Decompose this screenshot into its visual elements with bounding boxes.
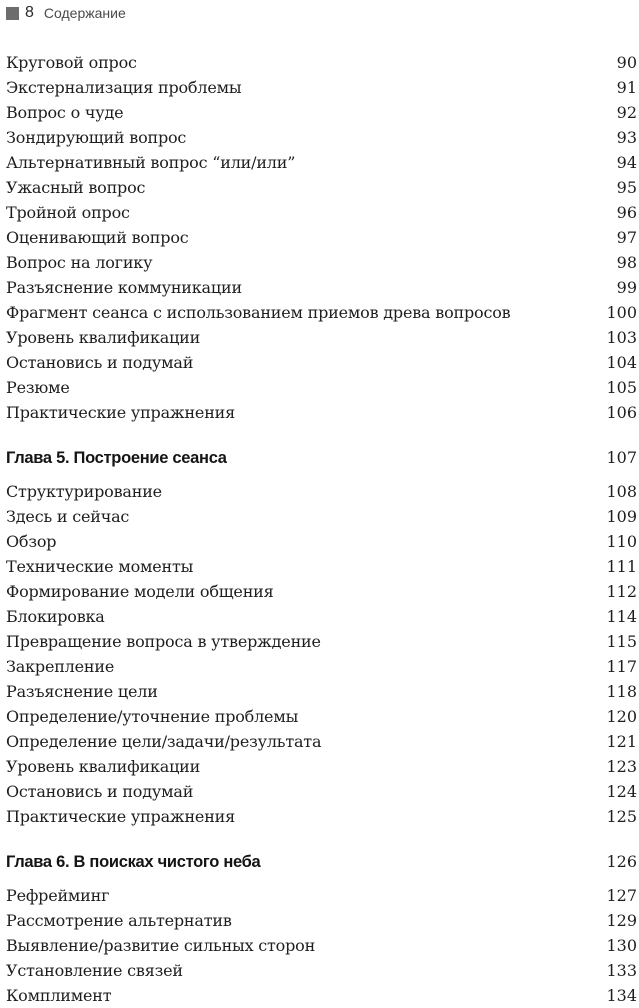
running-header bbox=[6, 2, 126, 24]
toc-entry bbox=[6, 225, 637, 250]
toc-entry bbox=[6, 125, 637, 150]
entry-page: 114 bbox=[606, 607, 637, 626]
entry-title: Определение цели/задачи/результата bbox=[6, 732, 322, 751]
entry-title: Установление связей bbox=[6, 961, 183, 980]
toc-entry bbox=[6, 679, 637, 704]
entry-page: 104 bbox=[606, 353, 637, 372]
toc-entry bbox=[6, 554, 637, 579]
chapter-heading bbox=[6, 445, 637, 470]
entry-page: 124 bbox=[606, 782, 637, 801]
toc-entry bbox=[6, 375, 637, 400]
entry-title: Превращение вопроса в утверждение bbox=[6, 632, 321, 651]
entry-title: Практические упражнения bbox=[6, 403, 236, 422]
entry-page: 117 bbox=[606, 657, 637, 676]
toc-entry bbox=[6, 529, 637, 554]
entry-page: 112 bbox=[606, 582, 637, 601]
toc-entry bbox=[6, 958, 637, 983]
entry-page: 133 bbox=[606, 961, 637, 980]
entry-page: 105 bbox=[606, 378, 637, 397]
toc-entry bbox=[6, 275, 637, 300]
toc-entry bbox=[6, 754, 637, 779]
entry-page: 100 bbox=[606, 303, 637, 322]
entry-title: Вопрос о чуде bbox=[6, 103, 124, 122]
header-marker-icon bbox=[6, 7, 19, 20]
toc-entry bbox=[6, 100, 637, 125]
entry-title: Фрагмент сеанса с использованием приемов древа вопросов bbox=[6, 303, 511, 322]
entry-page: 120 bbox=[606, 707, 637, 726]
entry-title: Практические упражнения bbox=[6, 807, 236, 826]
entry-title: Рассмотрение альтернатив bbox=[6, 911, 232, 930]
toc-entry bbox=[6, 400, 637, 425]
entry-page: 97 bbox=[616, 228, 637, 247]
entry-title: Разъяснение коммуникации bbox=[6, 278, 242, 297]
toc-entry bbox=[6, 629, 637, 654]
entry-title: Резюме bbox=[6, 378, 70, 397]
toc-entry bbox=[6, 250, 637, 275]
entry-page: 121 bbox=[606, 732, 637, 751]
entry-page: 94 bbox=[616, 153, 637, 172]
entry-page: 90 bbox=[616, 53, 637, 72]
header-title: Содержание bbox=[43, 5, 126, 21]
entry-page: 99 bbox=[616, 278, 637, 297]
chapter-page: 126 bbox=[606, 852, 637, 871]
entry-page: 92 bbox=[616, 103, 637, 122]
chapter-page: 107 bbox=[606, 448, 637, 467]
entry-title: Зондирующий вопрос bbox=[6, 128, 187, 147]
entry-page: 110 bbox=[606, 532, 637, 551]
header-page-number: 8 bbox=[25, 4, 34, 21]
entry-title: Структурирование bbox=[6, 482, 162, 501]
entry-title: Разъяснение цели bbox=[6, 682, 158, 701]
toc-entry bbox=[6, 729, 637, 754]
toc-entry bbox=[6, 75, 637, 100]
chapter-heading bbox=[6, 849, 637, 874]
entry-title: Ужасный вопрос bbox=[6, 178, 146, 197]
toc-entry bbox=[6, 479, 637, 504]
toc-entry bbox=[6, 150, 637, 175]
chapter-title: Глава 5. Построение сеанса bbox=[6, 449, 227, 467]
toc-entry bbox=[6, 933, 637, 958]
entry-page: 98 bbox=[616, 253, 637, 272]
entry-title: Технические моменты bbox=[6, 557, 194, 576]
toc-entry bbox=[6, 604, 637, 629]
entry-title: Выявление/развитие сильных сторон bbox=[6, 936, 316, 955]
entry-title: Комплимент bbox=[6, 986, 112, 1005]
entry-page: 95 bbox=[616, 178, 637, 197]
entry-page: 115 bbox=[606, 632, 637, 651]
toc-entry bbox=[6, 654, 637, 679]
entry-page: 93 bbox=[616, 128, 637, 147]
toc-entry bbox=[6, 504, 637, 529]
entry-title: Закрепление bbox=[6, 657, 115, 676]
entry-title: Здесь и сейчас bbox=[6, 507, 130, 526]
toc-entry bbox=[6, 983, 637, 1008]
entry-title: Оценивающий вопрос bbox=[6, 228, 189, 247]
entry-page: 125 bbox=[606, 807, 637, 826]
entry-page: 118 bbox=[606, 682, 637, 701]
toc-entry bbox=[6, 908, 637, 933]
entry-page: 123 bbox=[606, 757, 637, 776]
toc-entry bbox=[6, 579, 637, 604]
toc-entry bbox=[6, 175, 637, 200]
toc-entry bbox=[6, 883, 637, 908]
toc-entry bbox=[6, 200, 637, 225]
toc-entry bbox=[6, 804, 637, 829]
entry-page: 130 bbox=[606, 936, 637, 955]
entry-title: Тройной опрос bbox=[6, 203, 130, 222]
toc-entry bbox=[6, 50, 637, 75]
entry-title: Рефрейминг bbox=[6, 886, 110, 905]
toc-entry bbox=[6, 779, 637, 804]
entry-title: Формирование модели общения bbox=[6, 582, 274, 601]
chapter-title: Глава 6. В поисках чистого неба bbox=[6, 853, 261, 871]
entry-title: Остановись и подумай bbox=[6, 782, 194, 801]
entry-page: 91 bbox=[616, 78, 637, 97]
entry-title: Альтернативный вопрос “или/или” bbox=[6, 153, 296, 172]
entry-title: Уровень квалификации bbox=[6, 328, 201, 347]
entry-title: Экстернализация проблемы bbox=[6, 78, 242, 97]
entry-title: Обзор bbox=[6, 532, 57, 551]
entry-page: 96 bbox=[616, 203, 637, 222]
entry-page: 127 bbox=[606, 886, 637, 905]
entry-title: Вопрос на логику bbox=[6, 253, 153, 272]
entry-page: 129 bbox=[606, 911, 637, 930]
entry-page: 108 bbox=[606, 482, 637, 501]
entry-title: Остановись и подумай bbox=[6, 353, 194, 372]
entry-page: 106 bbox=[606, 403, 637, 422]
toc-entry bbox=[6, 704, 637, 729]
entry-title: Круговой опрос bbox=[6, 53, 137, 72]
entry-title: Определение/уточнение проблемы bbox=[6, 707, 299, 726]
entry-title: Уровень квалификации bbox=[6, 757, 201, 776]
toc-entry bbox=[6, 325, 637, 350]
entry-page: 134 bbox=[606, 986, 637, 1005]
entry-page: 111 bbox=[606, 557, 637, 576]
toc-entry bbox=[6, 300, 637, 325]
entry-title: Блокировка bbox=[6, 607, 105, 626]
entry-page: 103 bbox=[606, 328, 637, 347]
toc-entry bbox=[6, 350, 637, 375]
entry-page: 109 bbox=[606, 507, 637, 526]
